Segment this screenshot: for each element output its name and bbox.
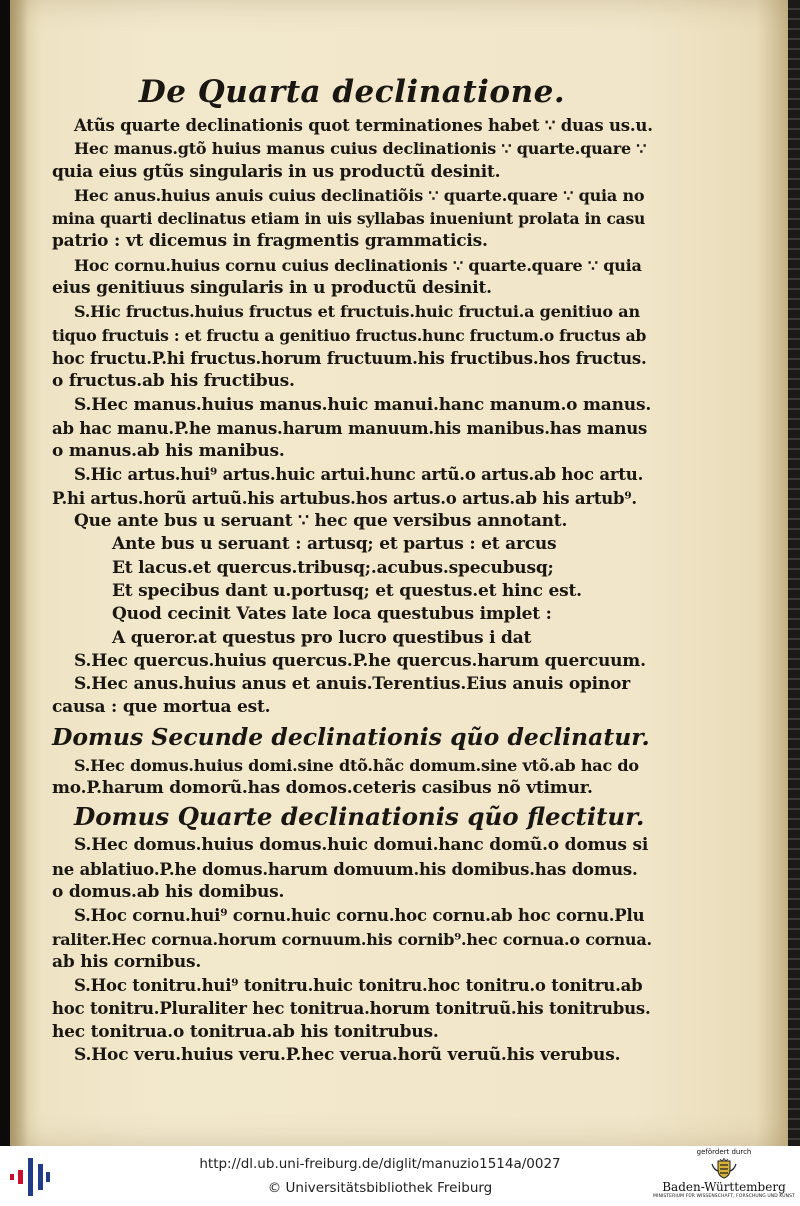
baden-wuerttemberg-crest-icon: [709, 1158, 739, 1180]
text-line: S.Hic fructus.huius fructus et fructuis.huic fructui.a genitiuo an: [74, 302, 640, 322]
text-line: eius genitiuus singularis in u productũ desinit.: [52, 278, 492, 299]
text-line: Hec anus.huius anuis cuius declinatiõis ∵ quarte.quare ∵ quia no: [74, 185, 645, 205]
text-line: patrio : vt dicemus in fragmentis grammaticis.: [52, 231, 488, 252]
text-line: o manus.ab his manibus.: [52, 441, 285, 462]
text-line: Ante bus u seruant : artusq; et partus : et arcus: [112, 534, 557, 555]
text-line: Atũs quarte declinationis quot terminationes habet ∵ duas us.u.: [74, 116, 653, 135]
page-text: [52, 70, 652, 1067]
permalink-url[interactable]: http://dl.ub.uni-freiburg.de/diglit/manuzio1514a/0027: [199, 1156, 561, 1172]
section-heading: Domus Quarte declinationis qũo flectitur.: [74, 802, 645, 832]
text-line: S.Hec domus.huius domi.sine dtõ.hãc domum.sine vtõ.ab hac do: [74, 755, 639, 775]
text-line: Hec manus.gtõ huius manus cuius declinationis ∵ quarte.quare ∵: [74, 139, 647, 159]
text-line: hoc fructu.P.hi fructus.horum fructuum.his fructibus.hos fructus.: [52, 348, 647, 368]
scan-ruler: [788, 0, 800, 1146]
text-line: ne ablatiuo.P.he domus.harum domuum.his domibus.has domus.: [52, 859, 638, 879]
text-line: A queror.at questus pro lucro questibus i dat: [112, 627, 532, 648]
text-line: S.Hec anus.huius anus et anuis.Terentius.Eius anuis opinor: [74, 674, 630, 695]
sponsor-ministry: MINISTERIUM FÜR WISSENSCHAFT, FORSCHUNG UND KUNST: [653, 1194, 795, 1199]
text-line: Et lacus.et quercus.tribusq;.acubus.specubusq;: [112, 557, 554, 578]
text-line: S.Hec manus.huius manus.huic manui.hanc manum.o manus.: [74, 394, 652, 415]
text-line: ab his cornibus.: [52, 951, 202, 972]
text-line: Quod cecinit Vates late loca questubus implet :: [112, 604, 552, 625]
text-line: S.Hoc tonitru.hui⁹ tonitru.huic tonitru.hoc tonitru.o tonitru.ab: [74, 976, 643, 996]
text-line: Et specibus dant u.portusq; et questus.et hinc est.: [112, 580, 582, 601]
text-line: hoc tonitru.Pluraliter hec tonitrua.horum tonitruũ.his tonitrubus.: [52, 999, 651, 1019]
text-line: P.hi artus.horũ artuũ.his artubus.hos artus.o artus.ab his artub⁹.: [52, 488, 637, 508]
text-line: ab hac manu.P.he manus.harum manuum.his manibus.has manus: [52, 418, 648, 438]
text-line: raliter.Hec cornua.horum cornuum.his cornib⁹.hec cornua.o cornua.: [52, 929, 652, 949]
text-line: causa : que mortua est.: [52, 697, 271, 718]
text-line: Hoc cornu.huius cornu cuius declinationis ∵ quarte.quare ∵ quia: [74, 255, 642, 275]
text-line: Que ante bus u seruant ∵ hec que versibus annotant.: [74, 511, 568, 532]
text-line: quia eius gtũs singularis in us productũ desinit.: [52, 161, 501, 182]
text-line: mo.P.harum domorũ.has domos.ceteris casibus nõ vtimur.: [52, 778, 593, 799]
text-line: S.Hec quercus.huius quercus.P.he quercus.harum quercuum.: [74, 650, 646, 671]
text-line: hec tonitrua.o tonitrua.ab his tonitrubus.: [52, 1021, 439, 1042]
text-lines: [52, 114, 652, 1067]
text-line: S.Hoc cornu.hui⁹ cornu.huic cornu.hoc cornu.ab hoc cornu.Plu: [74, 906, 645, 926]
text-line: o fructus.ab his fructibus.: [52, 371, 295, 392]
sponsor-label: gefördert durch: [696, 1148, 752, 1156]
sponsor-name: Baden-Württemberg: [662, 1180, 786, 1194]
text-line: o domus.ab his domibus.: [52, 881, 285, 902]
page-title: De Quarta declinatione.: [138, 74, 566, 110]
text-line: S.Hic artus.hui⁹ artus.huic artui.hunc artũ.o artus.ab hoc artu.: [74, 465, 644, 485]
text-line: mina quarti declinatus etiam in uis syllabas inueniunt prolata in casu: [52, 209, 646, 229]
text-line: S.Hoc veru.huius veru.P.hec verua.horũ veruũ.his verubus.: [74, 1044, 621, 1065]
viewer-footer: [0, 1146, 800, 1206]
copyright-notice: © Universitätsbibliothek Freiburg: [267, 1180, 493, 1196]
book-page: [10, 0, 788, 1146]
ub-freiburg-logo-icon: [8, 1154, 52, 1200]
text-line: tiquo fructuis : et fructu a genitiuo fructus.hunc fructum.o fructus ab: [52, 325, 647, 345]
sponsor-block: [652, 1148, 796, 1204]
section-heading: Domus Secunde declinationis qũo declinatur.: [52, 722, 650, 751]
text-line: S.Hec domus.huius domus.huic domui.hanc domũ.o domus si: [74, 835, 649, 856]
